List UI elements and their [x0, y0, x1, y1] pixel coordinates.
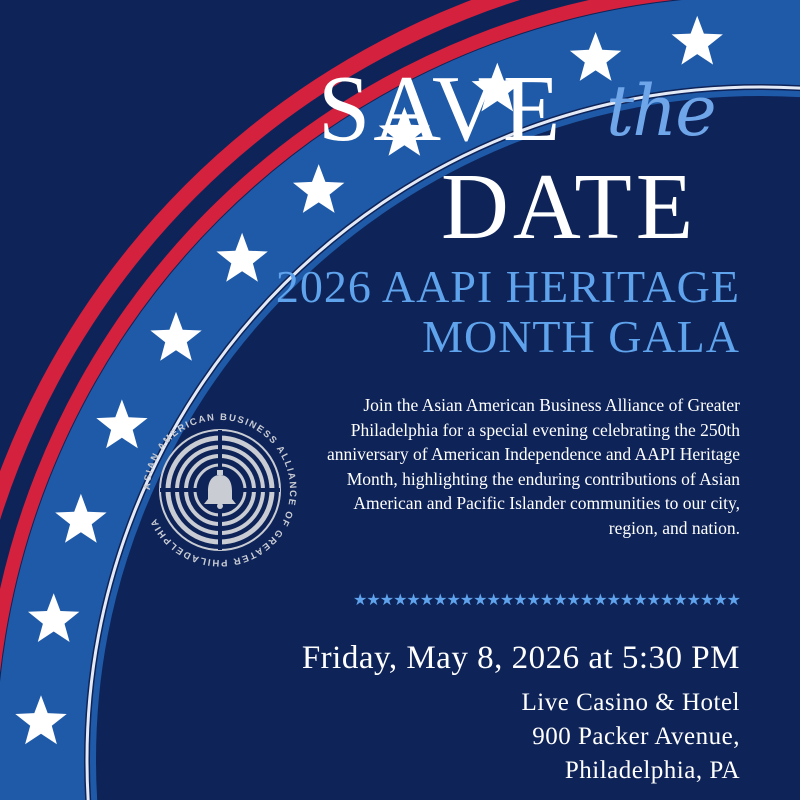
date-heading: DATE: [441, 155, 698, 259]
logo-ring-text: ASIAN AMERICAN BUSINESS ALLIANCE OF GREATER PHILADELPHIA: [141, 411, 299, 569]
event-datetime: Friday, May 8, 2026 at 5:30 PM: [301, 640, 740, 676]
liberty-bell-icon: [204, 470, 236, 509]
event-venue: [340, 686, 740, 788]
event-title-line-1: 2026 AAPI HERITAGE: [275, 261, 740, 312]
event-description: Join the Asian American Business Alliance of Greater Philadelphia for a special evening celebrating the 250th anniversary of American Independence and AAPI Heritage Month, highlighting the enduring contributions of Asian American and Pacific Islander communities to our city, region, and nation.: [326, 395, 740, 538]
event-title-line-2: MONTH GALA: [422, 311, 740, 362]
venue-street: 900 Packer Avenue,: [532, 723, 740, 750]
save-heading: SAVE: [318, 57, 564, 161]
the-script-word: the: [606, 70, 715, 152]
event-title: [120, 262, 740, 362]
star-divider: ★★★★★★★★★★★★★★★★★★★★★★★★★★★★★: [353, 590, 740, 609]
venue-city: Philadelphia, PA: [564, 757, 740, 784]
venue-name: Live Casino & Hotel: [521, 689, 740, 716]
aaba-logo-seal: [135, 405, 305, 575]
